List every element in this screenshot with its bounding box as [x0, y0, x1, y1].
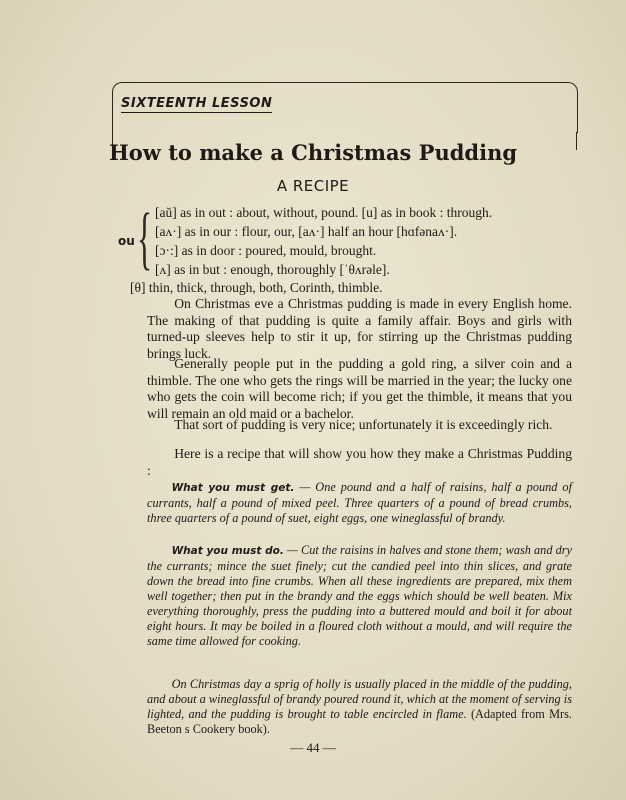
recipe-source: (Adapted from Mrs. Beeton s Cookery book).	[147, 707, 572, 736]
body-paragraph: Generally people put in the pudding a gold ring, a silver coin and a thimble. The one who gets the rings will be married in the year; the lucky one who gets the coin will become rich; if you get the thimble, it means that you will remain an old maid or a bachelor.	[147, 356, 572, 421]
recipe-christmas-day: On Christmas day a sprig of holly is usually placed in the middle of the pudding, and about a wineglassful of brandy poured round it, which at the moment of serving is lighted, and the pudding is brought to table encircled in flame. (Adapted from Mrs. Beeton s Cookery book).	[147, 677, 572, 736]
pronunciation-line: [ʌ] as in but : enough, thoroughly [ˈθʌrəle].	[155, 262, 390, 277]
page-subtitle: A RECIPE	[276, 177, 350, 195]
pronunciation-line: [aʌ·] as in our : flour, our, [aʌ·] half an hour [hɑfənaʌ·].	[155, 224, 458, 239]
body-paragraph: On Christmas eve a Christmas pudding is made in every English home. The making of that pudding is quite a family affair. Boys and girls with turned-up sleeves help to stir it up, for stirring up the Christmas pudding brings luck.	[147, 296, 572, 361]
page-title: How to make a Christmas Pudding	[108, 140, 518, 165]
pronunciation-th-line: [θ] thin, thick, through, both, Corinth, thimble.	[130, 280, 383, 295]
lesson-heading: SIXTEENTH LESSON	[121, 96, 273, 111]
pronunciation-ou-label: ou	[118, 234, 135, 248]
page-number: — 44 —	[290, 740, 336, 755]
pronunciation-line: [ɔ·:] as in door : poured, mould, brought.	[155, 243, 377, 258]
body-paragraph: That sort of pudding is very nice; unfortunately it is exceedingly rich.	[174, 417, 553, 432]
pronunciation-brace: {	[137, 200, 153, 277]
must-do-label: What you must do.	[171, 545, 284, 557]
pronunciation-line: [aŭ] as in out : about, without, pound. [u] as in book : through.	[155, 205, 493, 220]
recipe-method: What you must do. — Cut the raisins in halves and stone them; wash and dry the currants; mince the suet finely; cut the candied peel into thin slices, and grate down the bread into fine crumbs. When all these ingredients are prepared, mix them well together; then put in the brandy and the eggs which should be well beaten. Mix everything thoroughly, press the pudding into a buttered mould and boil it for about eight hours. It may be boiled in a floured cloth without a mould, and will require the same time allowed for cooking.	[147, 543, 572, 648]
must-get-label: What you must get.	[171, 482, 295, 494]
body-paragraph: Here is a recipe that will show you how they make a Christmas Pudding :	[147, 446, 572, 478]
recipe-ingredients: What you must get. — One pound and a half of raisins, half a pound of currants, half a pound of mixed peel. Three quarters of a pound of bread crumbs, three quarters of a pound of suet, eight eggs, one wineglassful of brandy.	[147, 480, 572, 525]
